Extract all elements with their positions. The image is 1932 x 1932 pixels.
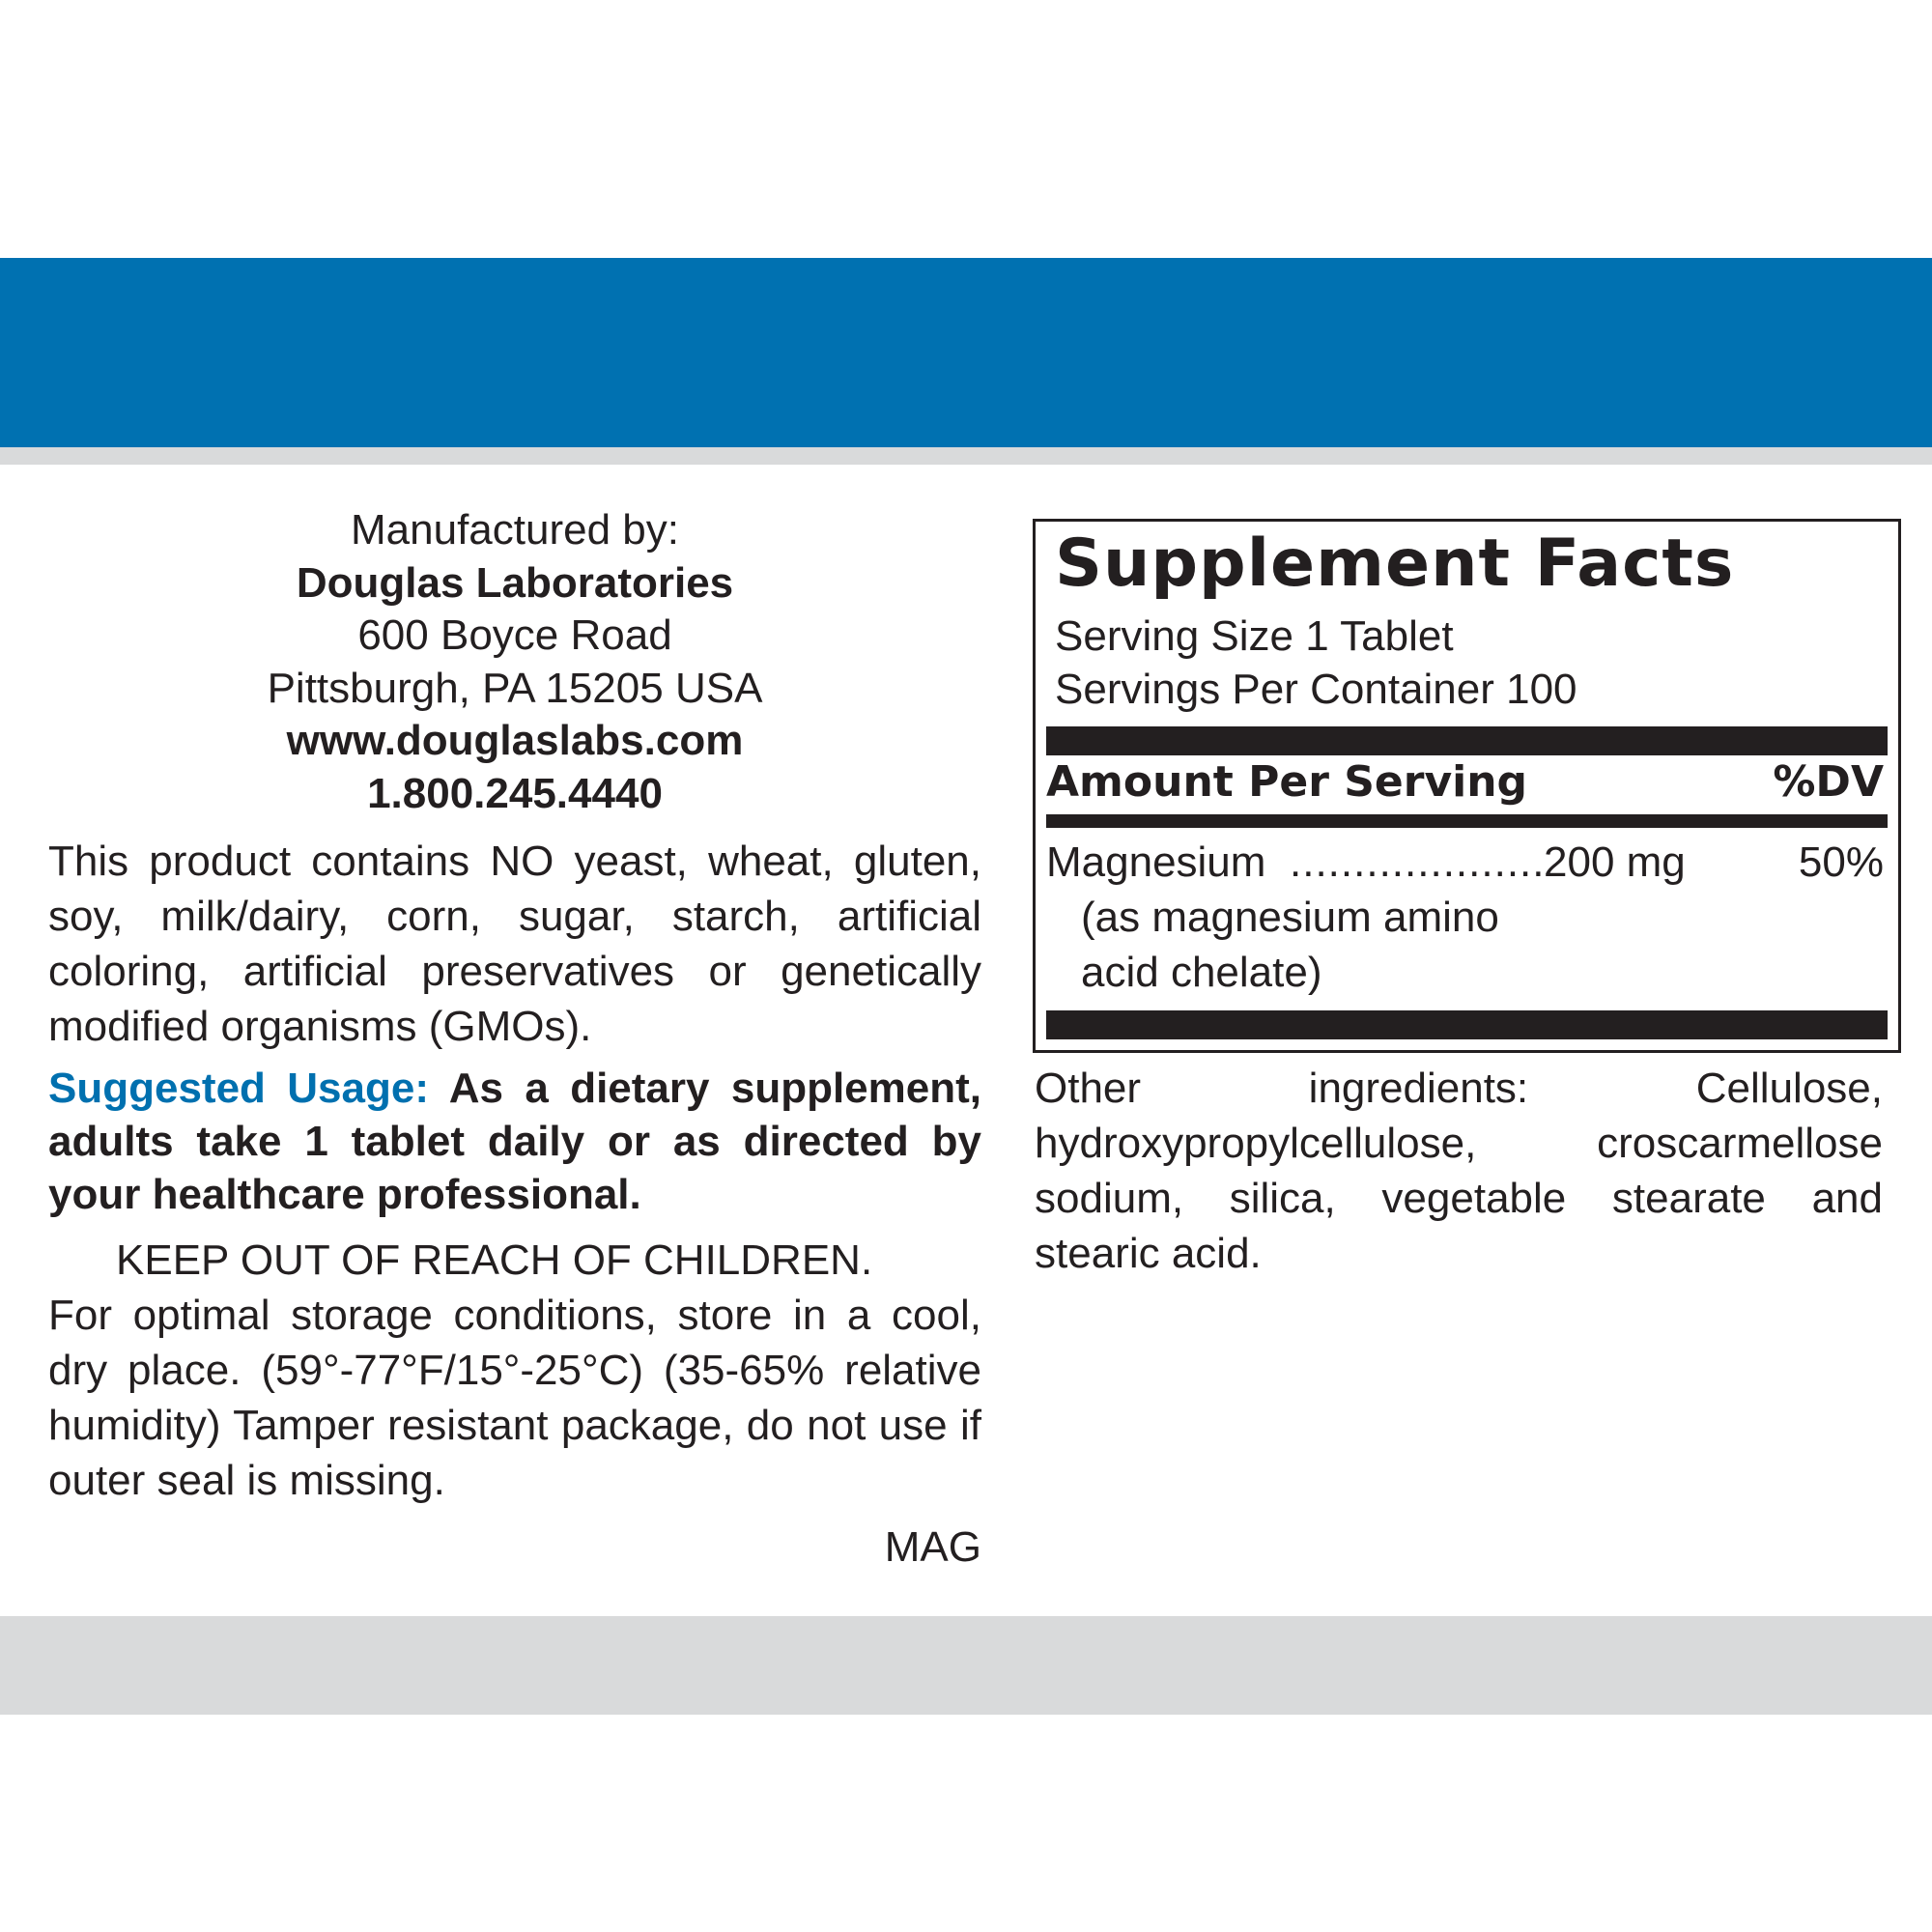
nutrient-amount: 200 mg	[1544, 838, 1686, 886]
brand-color-band	[0, 258, 1932, 447]
allergen-statement: This product contains NO yeast, wheat, gluten, soy, milk/dairy, corn, sugar, starch, artificial coloring, artificial preservatives or genetically modified organisms (GMOs).	[48, 838, 981, 1050]
suggested-usage	[48, 1062, 981, 1221]
nutrient-leader-dots: ....................	[1290, 838, 1546, 886]
product-code: MAG	[884, 1523, 981, 1571]
other-ingredients: Other ingredients: Cellulose, hydroxypropylcellulose, croscarmellose sodium, silica, vegetable stearate and stearic acid.	[1035, 1065, 1883, 1277]
serving-size: Serving Size 1 Tablet	[1055, 612, 1454, 660]
bottom-band	[0, 1616, 1932, 1715]
amount-per-serving-header: Amount Per Serving	[1046, 757, 1528, 807]
servings-per-container: Servings Per Container 100	[1055, 666, 1577, 713]
child-warning: KEEP OUT OF REACH OF CHILDREN.	[116, 1236, 873, 1284]
manufacturer-block	[48, 504, 981, 820]
thick-rule-bottom	[1046, 1010, 1888, 1039]
storage-instructions: For optimal storage conditions, store in a cool, dry place. (59°-77°F/15°-25°C) (35-65% relative humidity) Tamper resistant package, do not use if outer seal is missing.	[48, 1292, 981, 1504]
supplement-facts-panel	[1033, 519, 1901, 1053]
facts-title: Supplement Facts	[1055, 526, 1735, 602]
usage-label: Suggested Usage:	[48, 1065, 430, 1112]
manufacturer-name: Douglas Laboratories	[296, 558, 734, 607]
medium-rule	[1046, 814, 1888, 828]
label-left-column	[48, 504, 981, 1575]
nutrient-dv: 50%	[1798, 838, 1884, 886]
manufacturer-label: Manufactured by:	[351, 506, 679, 554]
address-line-1: 600 Boyce Road	[357, 611, 672, 659]
nutrient-name: Magnesium	[1046, 838, 1266, 886]
phone-number: 1.800.245.4440	[367, 769, 663, 817]
website-link: www.douglaslabs.com	[286, 717, 744, 764]
address-line-2: Pittsburgh, PA 15205 USA	[267, 664, 763, 712]
divider-band	[0, 447, 1932, 465]
dv-header: %DV	[1773, 757, 1884, 807]
nutrient-source: (as magnesium amino acid chelate)	[1081, 894, 1499, 996]
thick-rule-top	[1046, 726, 1888, 755]
usage-text: As a dietary supplement, adults take 1 tablet daily or as directed by your healthcare professional.	[48, 1065, 981, 1218]
